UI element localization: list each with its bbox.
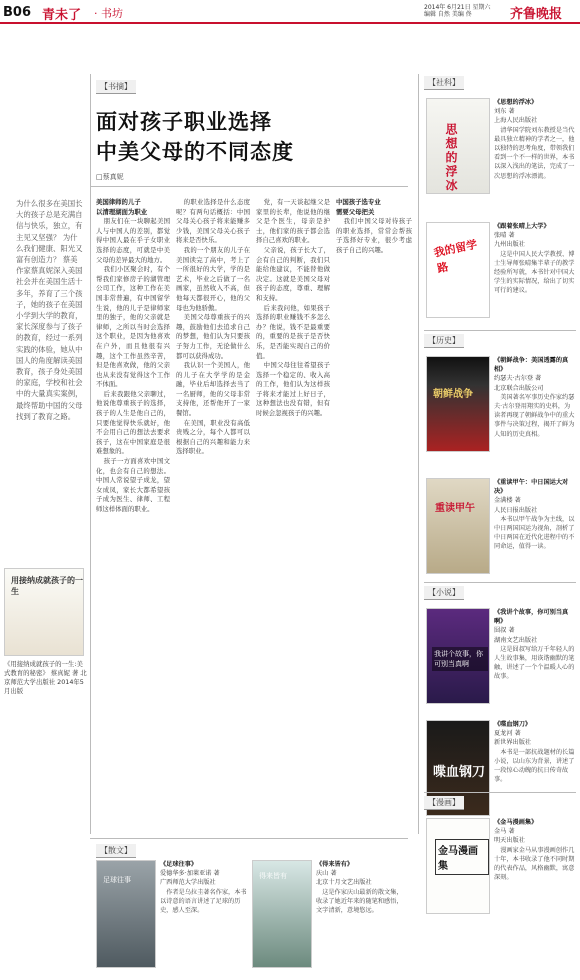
book-title: 《朝鲜战争：美国透露的真相》 bbox=[494, 357, 569, 374]
divider bbox=[418, 74, 419, 834]
article-subhead: 以清理湖面为职业 bbox=[96, 207, 148, 216]
book-title: 《思想的浮冰》 bbox=[494, 99, 538, 106]
article-subhead: 需要父母把关 bbox=[336, 207, 375, 216]
section-name: 青未了 bbox=[42, 8, 82, 23]
article-column-4 bbox=[336, 198, 412, 830]
divider bbox=[90, 186, 408, 187]
book-title: 《我讲个故事，你可别当真啊》 bbox=[494, 609, 569, 626]
article-lead: 为什么很多在美国长大的孩子总是充满自信与快乐，独立，有主见又坚强？ 为什么我们健康、阳光又富有创造力？ 蔡美作家蔡真妮深入美国社会并在美国生活十多年，养育了三个孩子，她的孩子在美国小学到大学的教育，家长深度参与了孩子的教育，经过一系列实践的体验，她从中国人的角度解读美国教育，孩子身处美国的家庭，学校和社会中的大量真实案例，最终帮助中国的父母找到了教育之路。 bbox=[16, 199, 83, 421]
book-author: 张晴 著 bbox=[494, 232, 515, 240]
book-author: 金马 著 bbox=[494, 828, 515, 836]
book-author: 刘东 著 bbox=[494, 108, 515, 116]
article-paragraph: 我认识一个美国人，他的儿子在大学学的是金融，毕业后却选择去当了一名厨师，他的父母非常支持他，还帮他开了一家餐馆。 bbox=[176, 361, 250, 418]
book-cover bbox=[426, 608, 490, 704]
book-info bbox=[494, 222, 576, 332]
book-author: 夏龙河 著 bbox=[494, 730, 521, 738]
book-author: 庆山 著 bbox=[316, 870, 337, 878]
article-paragraph: 父亲说，孩子长大了，会有自己的判断，我们只能给他建议，不能替他做决定。这就是美国父母对孩子的态度，尊重、理解和支持。 bbox=[256, 245, 330, 302]
book-cover: 用接纳成就孩子的一生 bbox=[4, 568, 84, 656]
book-author: 约瑟夫·古尔登 著 bbox=[494, 375, 542, 383]
article-paragraph: 的职业选择是什么态度呢？有两句话概括：中国父母关心孩子将来能赚多少钱，美国父母关心孩子将来是否快乐。 bbox=[176, 198, 250, 245]
book-publisher: 明天出版社 bbox=[494, 837, 525, 845]
article-paragraph: 美国父母尊重孩子的兴趣，鼓励他们去追求自己的梦想，他们认为只要孩子努力工作，无论做什么都可以获得成功。 bbox=[176, 313, 250, 360]
book-cover-title: 得来皆有 bbox=[259, 872, 287, 880]
article-tag: 【书摘】 bbox=[96, 80, 136, 94]
book-intro: 作者是乌拉圭著名作家，本书以诗意的语言讲述了足球的历史，感人至深。 bbox=[160, 888, 247, 915]
article-column-2 bbox=[176, 198, 250, 830]
book-cover bbox=[426, 356, 490, 452]
divider bbox=[90, 838, 408, 839]
divider bbox=[424, 792, 576, 793]
book-cover-title: 思想的浮冰 bbox=[444, 123, 458, 193]
book-intro: 清华国学院刘东教授是当代最具独立精神的学者之一，他以独特的思考角度，带领我们看到一个不一样的世界，本书以深入浅出的笔法，完成了一次思想的浮冰漂流。 bbox=[494, 126, 575, 180]
book-intro: 本书以甲午战争为主线，以中日两国国运为视角，剖析了中日两国在近代化进程中的不同命运，值得一读。 bbox=[494, 515, 575, 551]
book-publisher: 人民日报出版社 bbox=[494, 506, 538, 514]
book-cover-title: 金马漫画集 bbox=[435, 839, 489, 875]
book-publisher: 湖南文艺出版社 bbox=[494, 636, 538, 644]
book-cover bbox=[426, 818, 490, 914]
article-paragraph: 我的一个朋友的儿子在美国读完了高中，考上了一所很好的大学，学的是艺术，毕业之后做了一名画家，虽然收入不高，但他每天都很开心，他的父母也为他骄傲。 bbox=[176, 245, 250, 312]
book-cover bbox=[426, 222, 490, 318]
book-intro: 本书是一部抗战题材的长篇小说，以山东为背景，讲述了一段惊心动魄的抗日传奇故事。 bbox=[494, 748, 575, 784]
divider bbox=[90, 74, 91, 834]
book-author: 金满楼 著 bbox=[494, 497, 521, 505]
article-paragraph: 在美国，职业没有高低贵贱之分，每个人都可以根据自己的兴趣和能力来选择职业。 bbox=[176, 418, 250, 456]
article-paragraph: 后来我问他，如果孩子选择的职业赚钱不多怎么办？他说，钱不是最重要的，重要的是孩子是否快乐，是否能实现自己的价值。 bbox=[256, 303, 330, 360]
book-info bbox=[494, 356, 576, 466]
book-cover bbox=[96, 860, 156, 968]
article-title-line2: 中美父母的不同态度 bbox=[96, 140, 294, 164]
book-info bbox=[494, 720, 576, 830]
sidebar-section-tag: 【漫画】 bbox=[424, 796, 464, 810]
article-paragraph: 党，有一天谈起继父是家里的长辈，他说他的继父是个医生，母亲是护士，他们家的孩子都会选择自己喜欢的职业。 bbox=[256, 198, 330, 245]
book-intro: 这是作家庆山最新的散文集，收录了她近年来的随笔和感悟，文字清新，意境悠远。 bbox=[316, 888, 403, 915]
article-title-line1: 面对孩子职业选择 bbox=[96, 110, 272, 134]
newspaper-logo: 齐鲁晚报 bbox=[510, 7, 563, 22]
book-title: 《喋血钢刀》 bbox=[494, 721, 532, 728]
book-publisher: 广西师范大学出版社 bbox=[160, 879, 216, 887]
article-byline: □蔡真妮 bbox=[96, 173, 124, 181]
book-info bbox=[494, 98, 576, 208]
article-paragraph: 中国父母往往希望孩子选择一个稳定的、收入高的工作，他们认为这样孩子将来才能过上好日子，这种想法也没有错，但有时候会忽视孩子的兴趣。 bbox=[256, 361, 330, 418]
divider bbox=[424, 582, 576, 583]
article-column-1 bbox=[96, 198, 170, 830]
article-paragraph: 孩子一方面喜欢中国文化，也会有自己的想法。中国人常说望子成龙，望女成凤，家长大都希望孩子成为医生、律师、工程师这样体面的职业。 bbox=[96, 457, 170, 513]
book-intro: 美国著名军事历史作家约瑟夫·古尔登用翔实的史料，为读者再现了朝鲜战争中的重大事件与决策过程，揭开了鲜为人知的历史真相。 bbox=[494, 393, 575, 438]
book-intro: 这是囧叔写给万千年轻人的人生故事集，用诙谐幽默的笔触，讲述了一个个温暖人心的故事。 bbox=[494, 645, 575, 681]
sidebar-section-tag: 【历史】 bbox=[424, 334, 464, 348]
article-paragraph: 朋友们在一块聊起美国人与中国人的差别，都觉得中国人最在乎子女职业选择的态度，可就是中美父母的差异最大的地方。 bbox=[96, 217, 170, 264]
article-column-3 bbox=[256, 198, 330, 830]
book-caption: 《用接纳成就孩子的一生:美式教育的秘密》 蔡真妮 著 北京师范大学出版社 2014年5月出版 bbox=[4, 660, 87, 695]
page-number: B06 bbox=[3, 5, 31, 20]
book-publisher: 北京十月文艺出版社 bbox=[316, 879, 372, 887]
article-subhead: 中国孩子选专业 bbox=[336, 198, 381, 206]
book-title: 《金马漫画集》 bbox=[494, 819, 538, 826]
book-publisher: 北京联合出版公司 bbox=[494, 384, 544, 392]
book-info bbox=[494, 818, 576, 928]
page-header bbox=[0, 0, 580, 24]
book-info bbox=[494, 478, 576, 588]
book-title: 《跟着张晴上大学》 bbox=[494, 223, 550, 230]
book-cover-title: 我讲个故事，你可别当真啊 bbox=[432, 647, 488, 671]
divider bbox=[424, 330, 576, 331]
issue-date: 2014年 6月21日 星期六 编辑 自然 美编 佟 bbox=[424, 4, 491, 18]
book-cover-title: 喋血钢刀 bbox=[433, 765, 486, 780]
book-cover bbox=[426, 478, 490, 574]
sidebar-section-tag: 【社科】 bbox=[424, 76, 464, 90]
book-cover-title: 足球往事 bbox=[103, 876, 131, 884]
book-cover-title: 我的留学路 bbox=[432, 237, 479, 276]
article-subhead: 美国律师的儿子 bbox=[96, 198, 141, 206]
sidebar-section-tag: 【小说】 bbox=[424, 586, 464, 600]
book-title: 《重读甲午：中日国运大对决》 bbox=[494, 479, 569, 496]
prose-tag: 【散文】 bbox=[96, 844, 136, 858]
book-cover bbox=[426, 98, 490, 194]
book-title: 《足球往事》 bbox=[160, 861, 198, 868]
book-author: 囧叔 著 bbox=[494, 627, 515, 635]
book-info bbox=[316, 860, 404, 972]
article-paragraph: 后来我跟他父亲聊过，他说他尊重孩子的选择，孩子的人生是他自己的，只要他觉得快乐就好，他不会用自己的想法去要求孩子，这在中国家庭是很难想象的。 bbox=[96, 389, 170, 456]
book-cover bbox=[252, 860, 312, 968]
article-paragraph: 我们中国父母对待孩子的职业选择，常常会帮孩子选择好专业，很少考虑孩子自己的兴趣。 bbox=[336, 217, 412, 254]
book-info bbox=[160, 860, 248, 972]
book-publisher: 上海人民出版社 bbox=[494, 117, 538, 125]
book-cover-title: 重读甲午 bbox=[435, 503, 475, 514]
book-intro: 这是中国人民大学教授、博士生导师张晴集半辈子的教学经验所写就，本书针对中国大学生的实际情况，给出了切实可行的建议。 bbox=[494, 250, 575, 295]
book-author: 爱德华多·加莱亚诺 著 bbox=[160, 870, 220, 878]
book-title: 《得来皆有》 bbox=[316, 861, 354, 868]
book-publisher: 九州出版社 bbox=[494, 241, 525, 249]
subsection-name: · 书坊 bbox=[94, 7, 123, 20]
book-intro: 漫画家金马从事漫画创作几十年，本书收录了他不同时期的代表作品，风格幽默，寓意深刻。 bbox=[494, 846, 575, 882]
book-cover-title: 朝鲜战争 bbox=[433, 389, 473, 400]
article-paragraph: 我们小区聚会时，有个帮我们家修房子的湖管理公司工作，这种工作在美国非常普遍，有中国留学生说，他的儿子是律师家里的独子，他的父亲就是律师，之所以当时会选择这个职业，是因为他喜欢在户外，而且他很有兴趣，这个工作虽然辛苦，但是他喜欢做，他的父亲也从来没有觉得这个工作不体面。 bbox=[96, 265, 170, 389]
book-publisher: 新世界出版社 bbox=[494, 739, 532, 747]
book-info bbox=[494, 608, 576, 718]
